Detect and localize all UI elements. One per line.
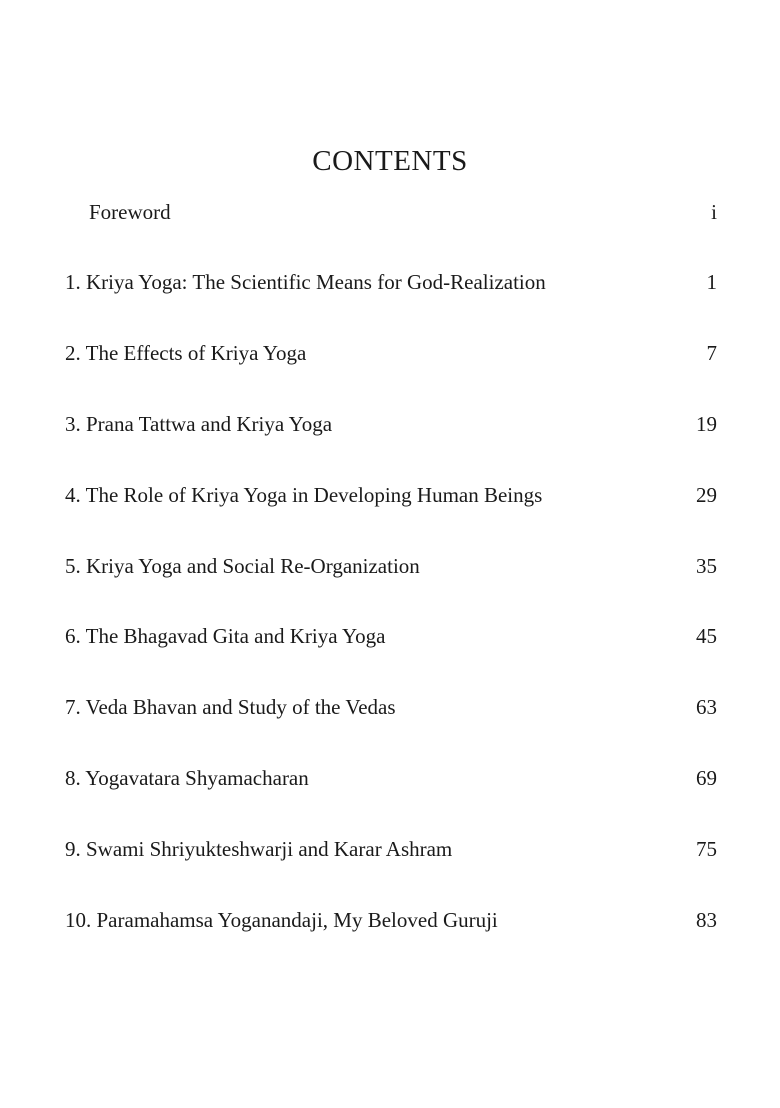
toc-entry-page: 7 [706,341,717,365]
toc-entry [65,549,717,583]
toc-entry-title: 10. Paramahamsa Yoganandaji, My Beloved Guruji [65,908,498,932]
toc-entry-title: 3. Prana Tattwa and Kriya Yoga [65,412,333,436]
toc-entry-title: 4. The Role of Kriya Yoga in Developing Human Beings [65,483,543,507]
toc-entry [65,690,717,724]
toc-entry-page: 1 [706,270,717,294]
toc-entry-title: 2. The Effects of Kriya Yoga [65,341,307,365]
toc-entry-title: Foreword [89,200,171,224]
toc-entry-page: 63 [696,695,717,719]
toc-entry [65,761,717,795]
toc-entry-title: 1. Kriya Yoga: The Scientific Means for God-Realization [65,270,546,294]
toc-entry-title: 6. The Bhagavad Gita and Kriya Yoga [65,624,386,648]
toc-entry-page: 29 [696,483,717,507]
toc-entry-title: 5. Kriya Yoga and Social Re-Organization [65,554,420,578]
toc-entry [65,407,717,441]
toc-entry-title: 8. Yogavatara Shyamacharan [65,766,309,790]
toc-entry-page: i [711,200,717,224]
toc-entry-title: 7. Veda Bhavan and Study of the Vedas [65,695,396,719]
toc-entry [65,619,717,653]
toc-entry [65,265,717,299]
toc-entry-page: 35 [696,554,717,578]
toc-entry [65,336,717,370]
toc-entry [65,195,717,229]
toc-entry-title: 9. Swami Shriyukteshwarji and Karar Ashram [65,837,453,861]
toc-entry-page: 83 [696,908,717,932]
toc-entry-page: 19 [696,412,717,436]
page-title: CONTENTS [312,145,468,177]
toc-entry [65,478,717,512]
toc-entry [65,832,717,866]
toc-entry [65,903,717,937]
toc-entry-page: 75 [696,837,717,861]
toc-entry-page: 45 [696,624,717,648]
toc-entry-page: 69 [696,766,717,790]
